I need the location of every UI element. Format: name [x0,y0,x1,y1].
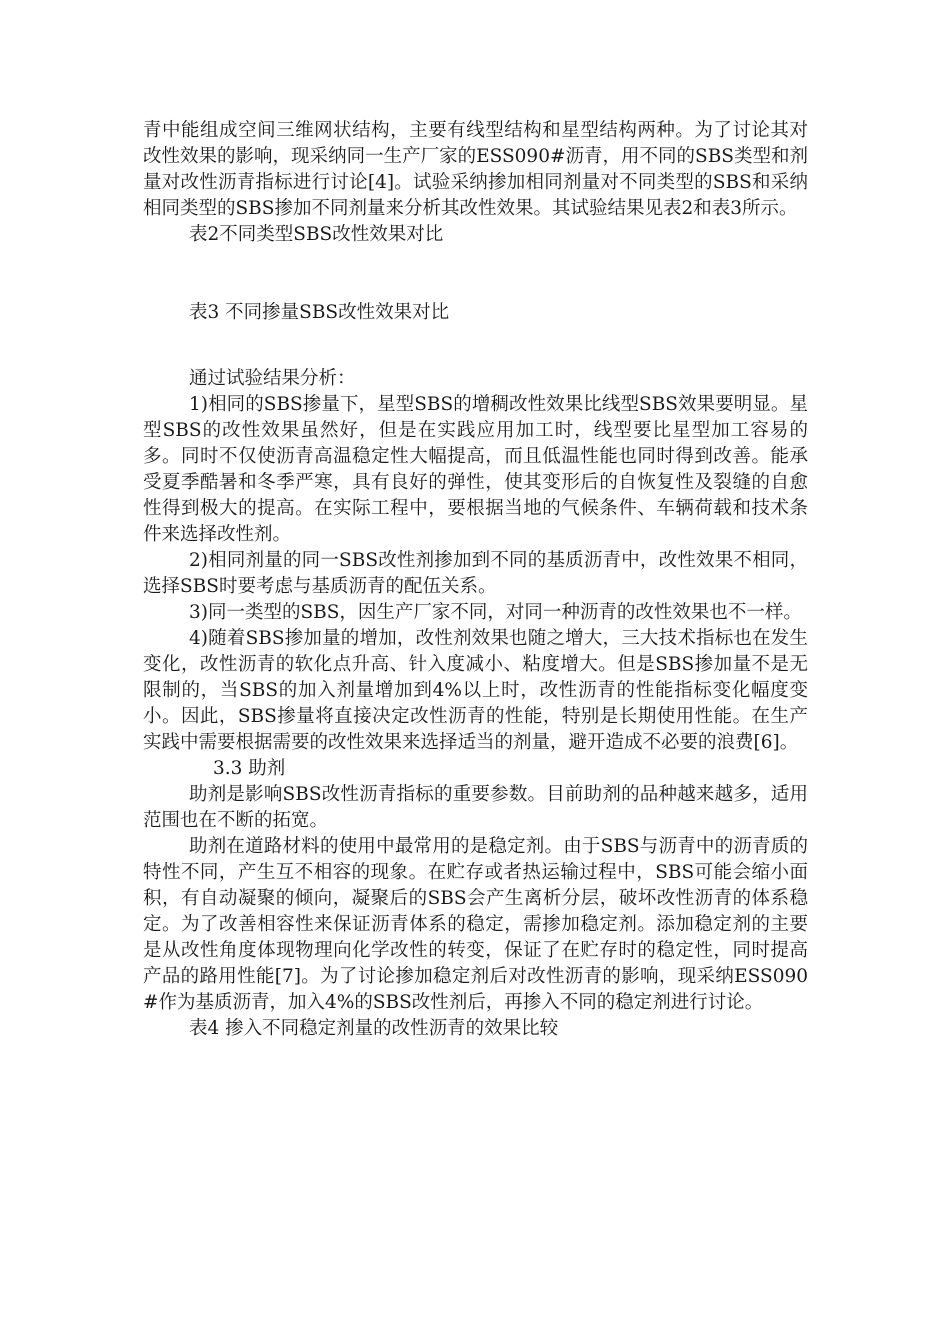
section-heading-3-3: 3.3 助剂 [213,758,286,779]
additive-paragraph-2: 助剂在道路材料的使用中最常用的是稳定剂。由于SBS与沥青中的沥青质的特性不同，产生互不相容的现象。在贮存或者热运输过程中，SBS可能会缩小面积，有自动凝聚的倾向，凝聚后的SBS会产生离析分层，破坏改性沥青的体系稳定。为了改善相容性来保证沥青体系的稳定，需掺加稳定剂。添加稳定剂的主要是从改性角度体现物理向化学改性的转变，保证了在贮存时的稳定性，同时提高产品的路用性能[7]。为了讨论掺加稳定剂后对改性沥青的影响，现采纳ESS090#作为基质沥青，加入4%的SBS改性剂后，再掺入不同的稳定剂进行讨论。 [143,836,808,1013]
analysis-point-3: 3)同一类型的SBS，因生产厂家不同，对同一种沥青的改性效果也不一样。 [189,602,802,623]
analysis-intro: 通过试验结果分析： [189,368,356,389]
table-4-caption: 表4 掺入不同稳定剂量的改性沥青的效果比较 [189,1018,559,1039]
additive-paragraph-1: 助剂是影响SBS改性沥青指标的重要参数。目前助剂的品种越来越多，适用范围也在不断的拓宽。 [143,784,808,831]
table-3-caption: 表3 不同掺量SBS改性效果对比 [189,302,450,323]
table-2-caption: 表2不同类型SBS改性效果对比 [189,224,444,245]
intro-paragraph: 青中能组成空间三维网状结构，主要有线型结构和星型结构两种。为了讨论其对改性效果的影响，现采纳同一生产厂家的ESS090#沥青，用不同的SBS类型和剂量对改性沥青指标进行讨论[4]。试验采纳掺加相同剂量对不同类型的SBS和采纳相同类型的SBS掺加不同剂量来分析其改性效果。其试验结果见表2和表3所示。 [143,120,808,219]
table-3-placeholder [143,326,808,366]
analysis-point-4: 4)随着SBS掺加量的增加，改性剂效果也随之增大，三大技术指标也在发生变化，改性沥青的软化点升高、针入度减小、粘度增大。但是SBS掺加量不是无限制的，当SBS的加入剂量增加到4%以上时，改性沥青的性能指标变化幅度变小。因此，SBS掺量将直接决定改性沥青的性能，特别是长期使用性能。在生产实践中需要根据需要的改性效果来选择适当的剂量，避开造成不必要的浪费[6]。 [143,628,808,753]
document-body [143,118,808,1042]
table-2-placeholder [143,248,808,300]
analysis-point-2: 2)相同剂量的同一SBS改性剂掺加到不同的基质沥青中，改性效果不相同，选择SBS时要考虑与基质沥青的配伍关系。 [143,550,808,597]
analysis-point-1: 1)相同的SBS掺量下，星型SBS的增稠改性效果比线型SBS效果要明显。星型SBS的改性效果虽然好，但是在实践应用加工时，线型要比星型加工容易的多。同时不仅使沥青高温稳定性大幅提高，而且低温性能也同时得到改善。能承受夏季酷暑和冬季严寒，具有良好的弹性，使其变形后的自恢复性及裂缝的自愈性得到极大的提高。在实际工程中，要根据当地的气候条件、车辆荷载和技术条件来选择改性剂。 [143,394,808,545]
